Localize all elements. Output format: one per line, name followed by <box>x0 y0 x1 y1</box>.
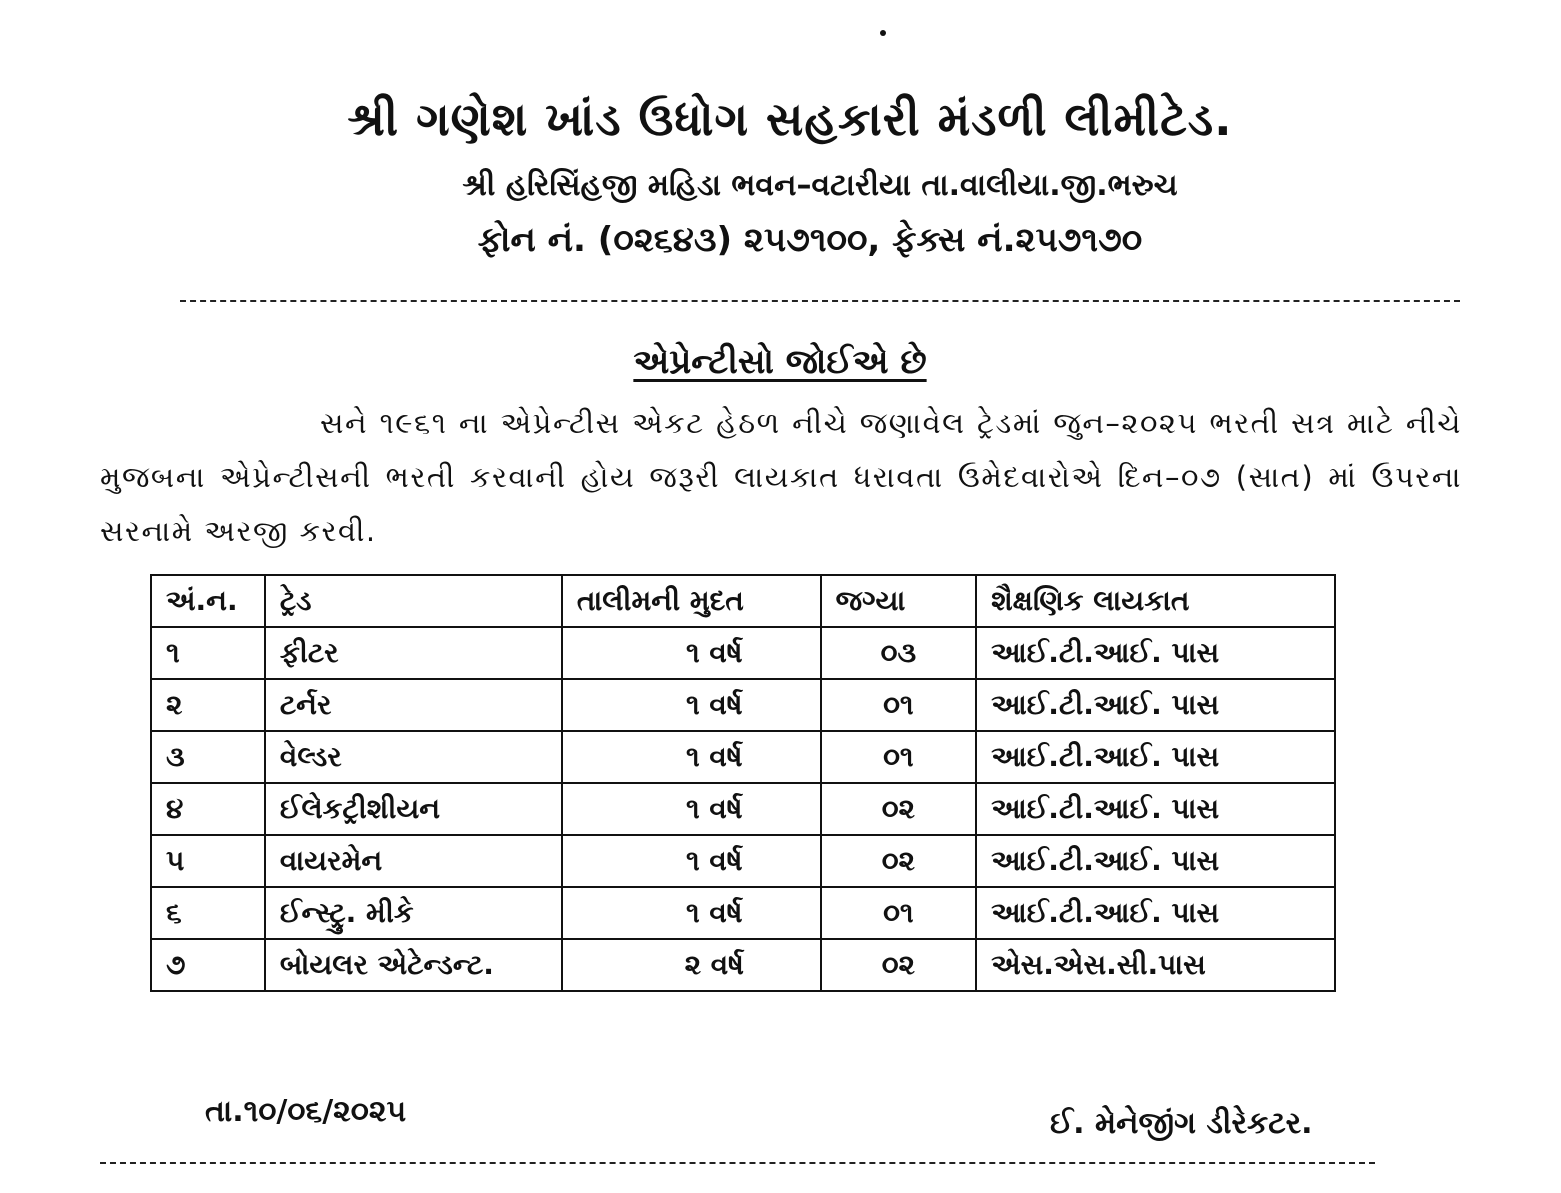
notice-date: તા.૧૦/૦૬/૨૦૨૫ <box>205 1094 407 1129</box>
cell-serial-no: ૫ <box>151 835 265 887</box>
cell-serial-no: ૪ <box>151 783 265 835</box>
cell-serial-no: ૩ <box>151 731 265 783</box>
cell-duration: ૧ વર્ષ <box>562 679 821 731</box>
cell-trade: બોયલર એટેન્ડન્ટ. <box>265 939 562 991</box>
cell-serial-no: ૨ <box>151 679 265 731</box>
cell-duration: ૧ વર્ષ <box>562 887 821 939</box>
cell-qualification: એસ.એસ.સી.પાસ <box>976 939 1335 991</box>
cell-vacancies: ૦૧ <box>821 679 976 731</box>
table-row <box>151 887 1335 939</box>
cell-duration: ૧ વર્ષ <box>562 627 821 679</box>
cell-serial-no: ૧ <box>151 627 265 679</box>
cell-qualification: આઈ.ટી.આઈ. પાસ <box>976 679 1335 731</box>
table-row <box>151 835 1335 887</box>
cell-qualification: આઈ.ટી.આઈ. પાસ <box>976 783 1335 835</box>
header-serial-no: અં.ન. <box>151 575 265 627</box>
cell-duration: ૧ વર્ષ <box>562 783 821 835</box>
header-trade: ટ્રેડ <box>265 575 562 627</box>
contact-phone-fax: ફોન નં. (૦૨૬૪૩) ૨૫૭૧૦૦, ફેક્સ નં.૨૫૭૧૭૦ <box>477 220 1143 260</box>
cell-vacancies: ૦૨ <box>821 835 976 887</box>
table-row <box>151 679 1335 731</box>
cell-serial-no: ૬ <box>151 887 265 939</box>
cell-vacancies: ૦૩ <box>821 627 976 679</box>
cell-qualification: આઈ.ટી.આઈ. પાસ <box>976 887 1335 939</box>
cell-duration: ૧ વર્ષ <box>562 731 821 783</box>
notice-paragraph: સને ૧૯૬૧ ના એપ્રેન્ટીસ એકટ હેઠળ નીચે જણાવેલ ટ્રેડમાં જુન–૨૦૨૫ ભરતી સત્ર માટે નીચે મુજબના એપ્રેન્ટીસની ભરતી કરવાની હોય જરૂરી લાયકાત ધરાવતા ઉમેદવારોએ દિન–૦૭ (સાત) માં ઉપરના સરનામે અરજી કરવી. <box>100 406 1462 548</box>
cell-trade: વેલ્ડર <box>265 731 562 783</box>
header-dot <box>880 30 886 36</box>
organization-name: શ્રી ગણેશ ખાંડ ઉધોગ સહકારી મંડળી લીમીટેડ. <box>347 92 1233 146</box>
cell-duration: ૨ વર્ષ <box>562 939 821 991</box>
notice-heading: એપ્રેન્ટીસો જોઈએ છે <box>633 342 927 382</box>
table-header-row <box>151 575 1335 627</box>
divider-bottom <box>100 1162 1375 1164</box>
cell-duration: ૧ વર્ષ <box>562 835 821 887</box>
cell-trade: ઈન્સ્ટ્રુ. મીકે <box>265 887 562 939</box>
cell-serial-no: ૭ <box>151 939 265 991</box>
cell-trade: વાયરમેન <box>265 835 562 887</box>
cell-trade: ટર્નર <box>265 679 562 731</box>
table-row <box>151 783 1335 835</box>
cell-vacancies: ૦૨ <box>821 783 976 835</box>
cell-qualification: આઈ.ટી.આઈ. પાસ <box>976 835 1335 887</box>
divider-top <box>180 300 1460 302</box>
cell-vacancies: ૦૧ <box>821 887 976 939</box>
table-row <box>151 731 1335 783</box>
header-training-duration: તાલીમની મુદત <box>562 575 821 627</box>
table-row <box>151 627 1335 679</box>
cell-vacancies: ૦૧ <box>821 731 976 783</box>
cell-trade: ફીટર <box>265 627 562 679</box>
cell-qualification: આઈ.ટી.આઈ. પાસ <box>976 731 1335 783</box>
cell-vacancies: ૦૨ <box>821 939 976 991</box>
cell-qualification: આઈ.ટી.આઈ. પાસ <box>976 627 1335 679</box>
cell-trade: ઈલેકટ્રીશીયન <box>265 783 562 835</box>
table-row <box>151 939 1335 991</box>
apprentice-trades-table <box>150 574 1336 992</box>
header-qualification: શૈક્ષણિક લાયકાત <box>976 575 1335 627</box>
header-vacancies: જગ્યા <box>821 575 976 627</box>
organization-address: શ્રી હરિસિંહજી મહિડા ભવન–વટારીયા તા.વાલીયા.જી.ભરુચ <box>462 168 1178 203</box>
signatory-title: ઈ. મેનેજીંગ ડીરેકટર. <box>1050 1106 1313 1141</box>
